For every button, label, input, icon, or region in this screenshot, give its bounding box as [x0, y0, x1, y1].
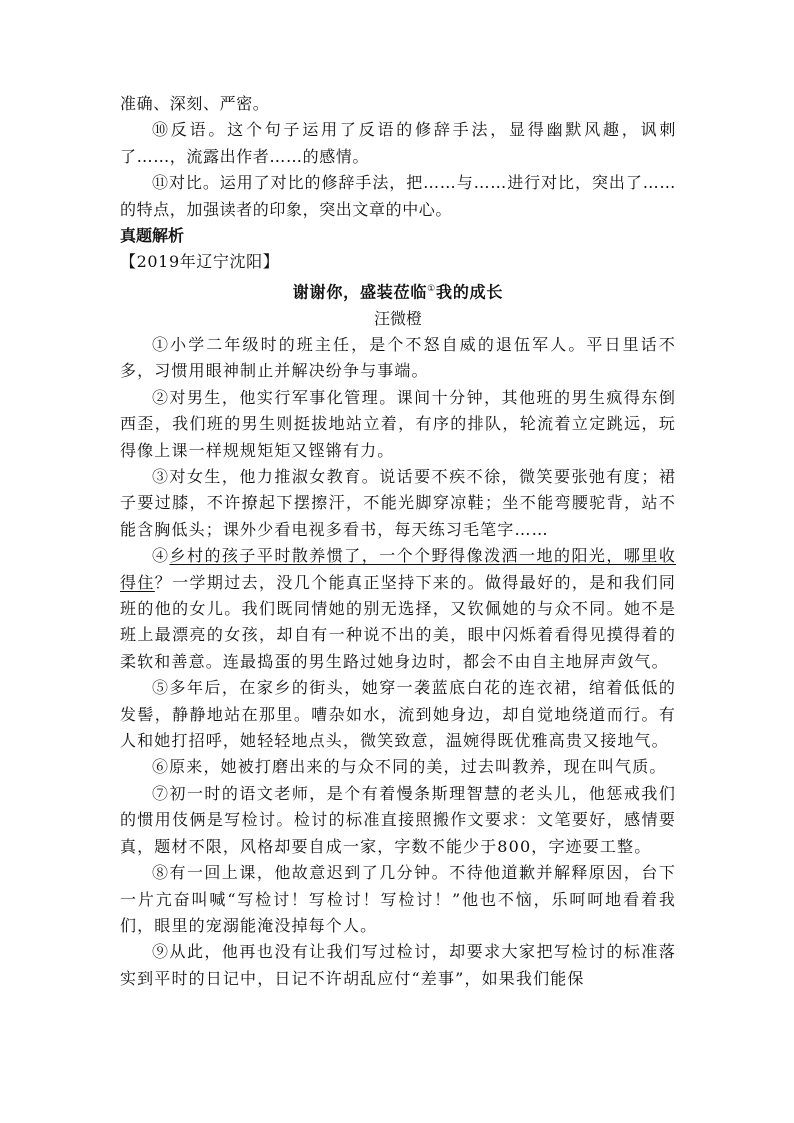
section-heading: 真题解析 — [120, 226, 185, 246]
tip-irony: ⑩反语。这个句子运用了反语的修辞手法，显得幽默风趣，讽刺了……，流露出作者……的感情。 — [120, 120, 676, 166]
essay-paragraph-8: ⑧有一回上课，他故意迟到了几分钟。不待他道歉并解释原因，台下一片亢奋叫喊“写检讨！写检讨！写检讨！”他也不恼，乐呵呵地看着我们，眼里的宠溺能淹没掉每个人。 — [120, 863, 676, 935]
essay-paragraph-3: ③对女生，他力推淑女教育。说话要不疾不徐，微笑要张弛有度；裙子要过膝，不许撩起下摆擦汗，不能光脚穿凉鞋；坐不能弯腰驼背，站不能含胸低头；课外少看电视多看书，每天练习毛笔字…… — [120, 467, 676, 539]
essay-paragraph-9: ⑨从此，他再也没有让我们写过检讨，却要求大家把写检讨的标准落实到平时的日记中，日记不许胡乱应付“差事”，如果我们能保 — [120, 942, 676, 988]
essay-paragraph-2: ②对男生，他实行军事化管理。课间十分钟，其他班的男生疯得东倒西歪，我们班的男生则挺拔地站立着，有序的排队，轮流着立定跳远，玩得像上课一样规规矩矩又铿锵有力。 — [120, 387, 676, 460]
exam-source: 【2019年辽宁沈阳】 — [120, 252, 280, 272]
tip-contrast: ⑪对比。运用了对比的修辞手法，把……与……进行对比，突出了……的特点，加强读者的印象，突出文章的中心。 — [120, 173, 676, 219]
essay-paragraph-6: ⑥原来，她被打磨出来的与众不同的美，过去叫教养，现在叫气质。 — [152, 757, 667, 777]
essay-paragraph-7: ⑦初一时的语文老师，是个有着慢条斯理智慧的老头儿，他惩戒我们的惯用伎俩是写检讨。检讨的标准直接照搬作文要求：文笔要好，感情要真，题材不限，风格却要自成一家，字数不能少于800，字迹要工整。 — [120, 783, 676, 856]
document-page — [120, 91, 676, 992]
essay-paragraph-4 — [120, 543, 676, 675]
paragraph-4-number: ④ — [152, 546, 170, 566]
essay-author: 汪微橙 — [373, 308, 422, 328]
essay-title — [120, 276, 676, 306]
essay-paragraph-1: ①小学二年级时的班主任，是个不怒自威的退伍军人。平日里话不多，习惯用眼神制止并解决纷争与事端。 — [120, 334, 676, 381]
paragraph-4-rest: ？一学期过去，没几个能真正坚持下来的。做得最好的，是和我们同班的他的女儿。我们既同情她的别无选择，又钦佩她的与众不同。她不是班上最漂亮的女孩，却自有一种说不出的美，眼中闪烁着看得见摸得着的柔软和善意。连最捣蛋的男生路过她身边时，都会不由自主地屏声敛气。 — [120, 572, 676, 671]
title-part-a: 谢谢你，盛装莅临 — [292, 282, 428, 302]
line-conclusion: 准确、深刻、严密。 — [120, 94, 270, 113]
underlined-sentence: 乡村的孩子平时散养惯了，一个个野得像泼洒一地的阳光，哪里收得住 — [120, 546, 676, 592]
title-footnote-marker: ① — [427, 283, 437, 294]
title-part-b: 我的成长 — [436, 282, 504, 302]
essay-paragraph-5: ⑤多年后，在家乡的街头，她穿一袭蓝底白花的连衣裙，绾着低低的发髻，静静地站在那里。嘈杂如水，流到她身边，却自觉地绕道而行。有人和她打招呼，她轻轻地点头，微笑致意，温婉得既优雅高贵又接地气。 — [120, 678, 676, 751]
